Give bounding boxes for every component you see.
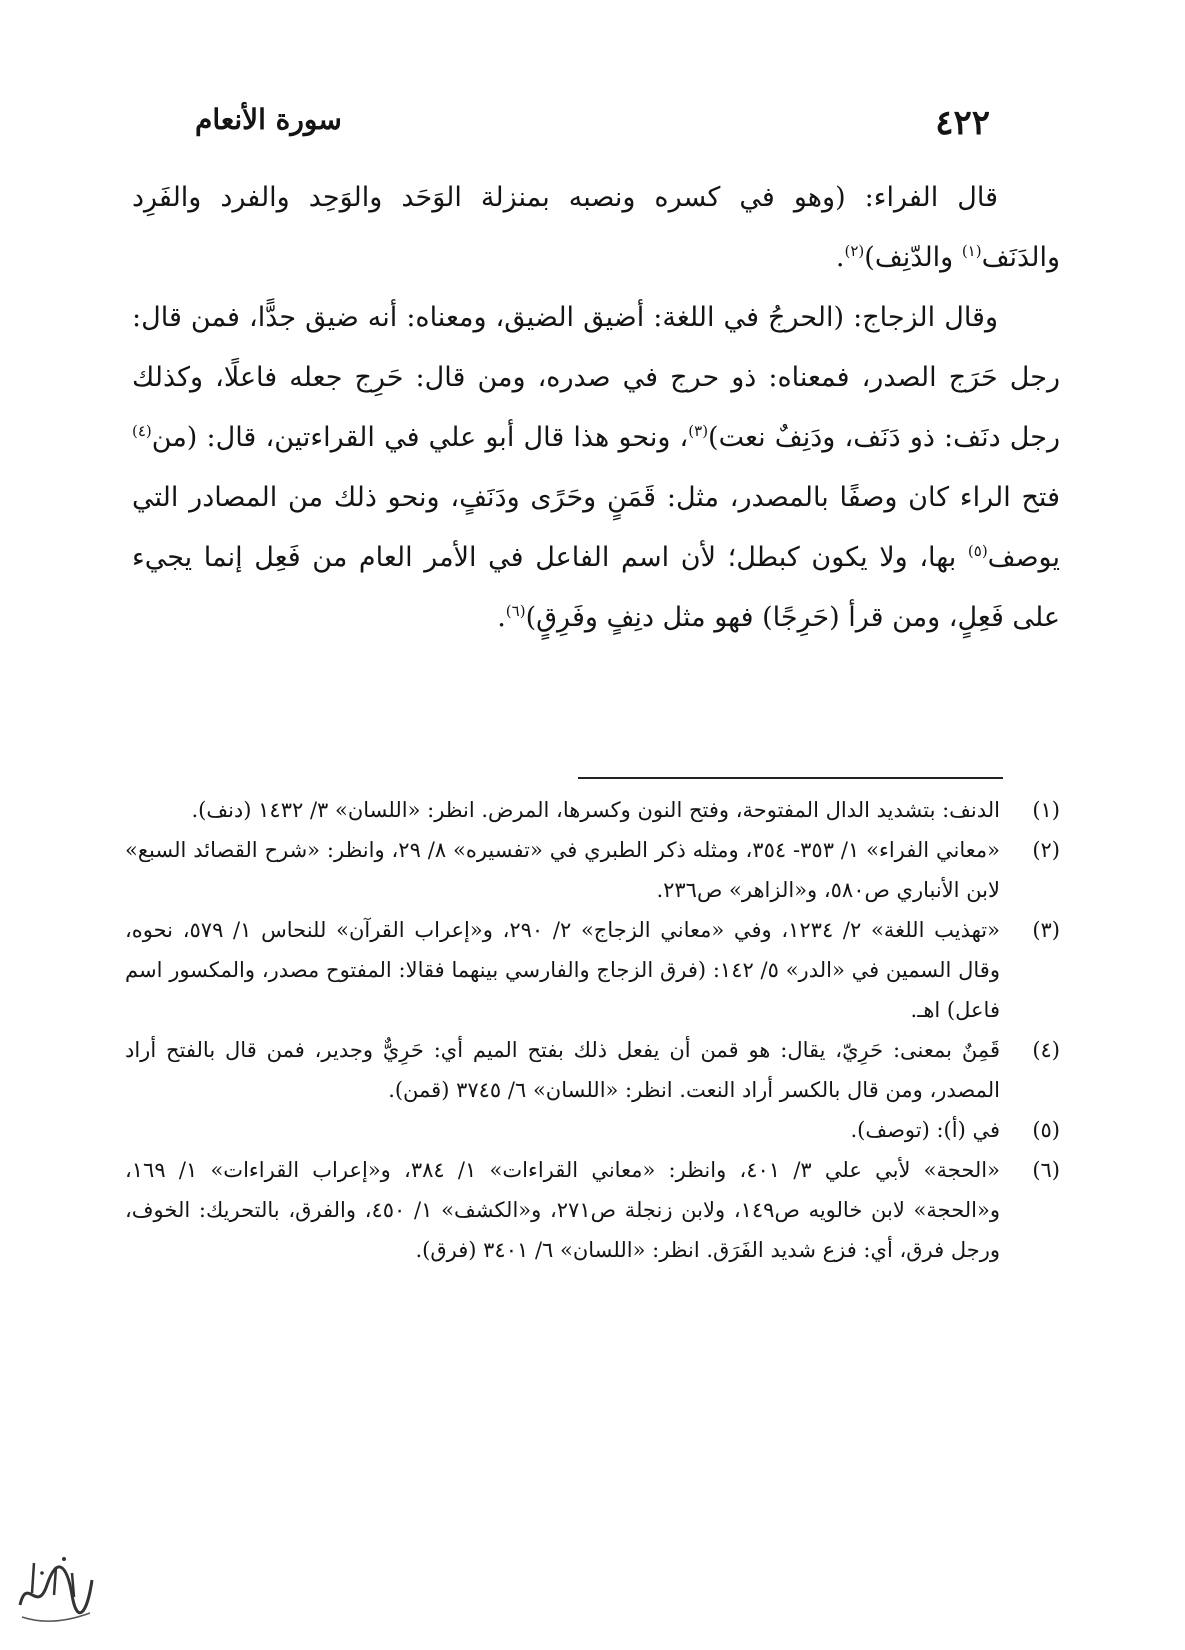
footnote-ref[interactable]: (٦): [505, 602, 526, 620]
footnote-ref[interactable]: (١): [961, 242, 982, 260]
footnote-text: «معاني الفراء» ١/ ٣٥٣- ٣٥٤، ومثله ذكر الطبري في «تفسيره» ٨/ ٢٩، وانظر: «شرح القصائد السبع» لابن الأنباري ص٥٨٠، و«الزاهر» ص٢٣٦.: [125, 838, 1000, 902]
paragraph-text: قال الفراء: (وهو في كسره ونصبه بمنزلة الوَحَد والوَحِد والفرد والفَرِد والدَنَف: [132, 182, 1060, 273]
footnote-divider: [578, 777, 1003, 779]
footnote-2: [125, 830, 1060, 910]
page-number: ٤٢٢: [935, 103, 990, 143]
footnote-text: قَمِنٌ بمعنى: حَرِيّ، يقال: هو قمن أن يفعل ذلك بفتح الميم أي: حَرِيٌّ وجدير، فمن قال بالفتح أراد المصدر، ومن قال بالكسر أراد النعت. انظر: «اللسان» ٦/ ٣٧٤٥ (قمن).: [125, 1038, 1000, 1102]
paragraph-text: ، ونحو هذا قال أبو علي في القراءتين، قال: (من: [151, 422, 689, 453]
footnote-3: [125, 910, 1060, 1030]
footnote-6: [125, 1150, 1060, 1270]
footnote-number: (١): [1032, 798, 1060, 822]
page-header: [195, 95, 990, 155]
footnote-ref[interactable]: (٥): [967, 542, 988, 560]
footnote-number: (٦): [1032, 1158, 1060, 1182]
footnote-5: [125, 1110, 1060, 1150]
calligraphy-logo: [12, 1545, 97, 1630]
footnote-text: الدنف: بتشديد الدال المفتوحة، وفتح النون وكسرها، المرض. انظر: «اللسان» ٣/ ١٤٣٢ (دنف).: [191, 798, 1000, 822]
paragraph-text: وقال الزجاج: (الحرجُ في اللغة: أضيق الضيق، ومعناه: أنه ضيق جدًّا، فمن قال: رجل حَرَج الصدر، فمعناه: ذو حرج في صدره، ومن قال: حَرِج جعله فاعلًا، وكذلك رجل دنَف: ذو دَنَف، ودَنِفٌ نعت): [132, 302, 1060, 453]
footnote-number: (٥): [1032, 1118, 1060, 1142]
paragraph-text: والدّنِف): [864, 242, 962, 273]
footnote-4: [125, 1030, 1060, 1110]
surah-title: سورة الأنعام: [195, 103, 342, 136]
paragraph-farra: [132, 168, 1060, 288]
main-text: [132, 168, 1060, 648]
footnote-number: (٣): [1032, 918, 1060, 942]
paragraph-text: .: [497, 602, 506, 633]
footnote-number: (٢): [1032, 838, 1060, 862]
footnote-ref[interactable]: (٢): [844, 242, 865, 260]
footnote-number: (٤): [1032, 1038, 1060, 1062]
footnotes: [125, 790, 1060, 1270]
paragraph-text: فتح الراء كان وصفًا بالمصدر، مثل: قَمَنٍ وحَرًى ودَنَفٍ، ونحو ذلك من المصادر التي يوصف: [132, 482, 1061, 573]
footnote-ref[interactable]: (٣): [688, 422, 709, 440]
paragraph-text: .: [835, 242, 845, 273]
footnote-1: [125, 790, 1060, 830]
footnote-ref[interactable]: (٤): [132, 422, 152, 440]
paragraph-text: بها، ولا يكون كبطل؛ لأن اسم الفاعل في الأمر العام من فَعِل إنما يجيء على فَعِلٍ، ومن قرأ (حَرِجًا) فهو مثل دنِفٍ وفَرِقٍ): [132, 542, 1060, 633]
footnote-text: في (أ): (توصف).: [850, 1118, 1000, 1142]
paragraph-zajjaj: [132, 288, 1060, 648]
footnote-text: «الحجة» لأبي علي ٣/ ٤٠١، وانظر: «معاني القراءات» ١/ ٣٨٤، و«إعراب القراءات» ١/ ١٦٩، و«الحجة» لابن خالويه ص١٤٩، ولابن زنجلة ص٢٧١، و«الكشف» ١/ ٤٥٠، والفرق، بالتحريك: الخوف، ورجل فرق، أي: فزع شديد الفَرَق. انظر: «اللسان» ٦/ ٣٤٠١ (فرق).: [125, 1158, 1000, 1262]
footnote-text: «تهذيب اللغة» ٢/ ١٢٣٤، وفي «معاني الزجاج» ٢/ ٢٩٠، و«إعراب القرآن» للنحاس ١/ ٥٧٩، نحوه، وقال السمين في «الدر» ٥/ ١٤٢: (فرق الزجاج والفارسي بينهما فقالا: المفتوح مصدر، والمكسور اسم فاعل) اهـ.: [125, 918, 1000, 1022]
